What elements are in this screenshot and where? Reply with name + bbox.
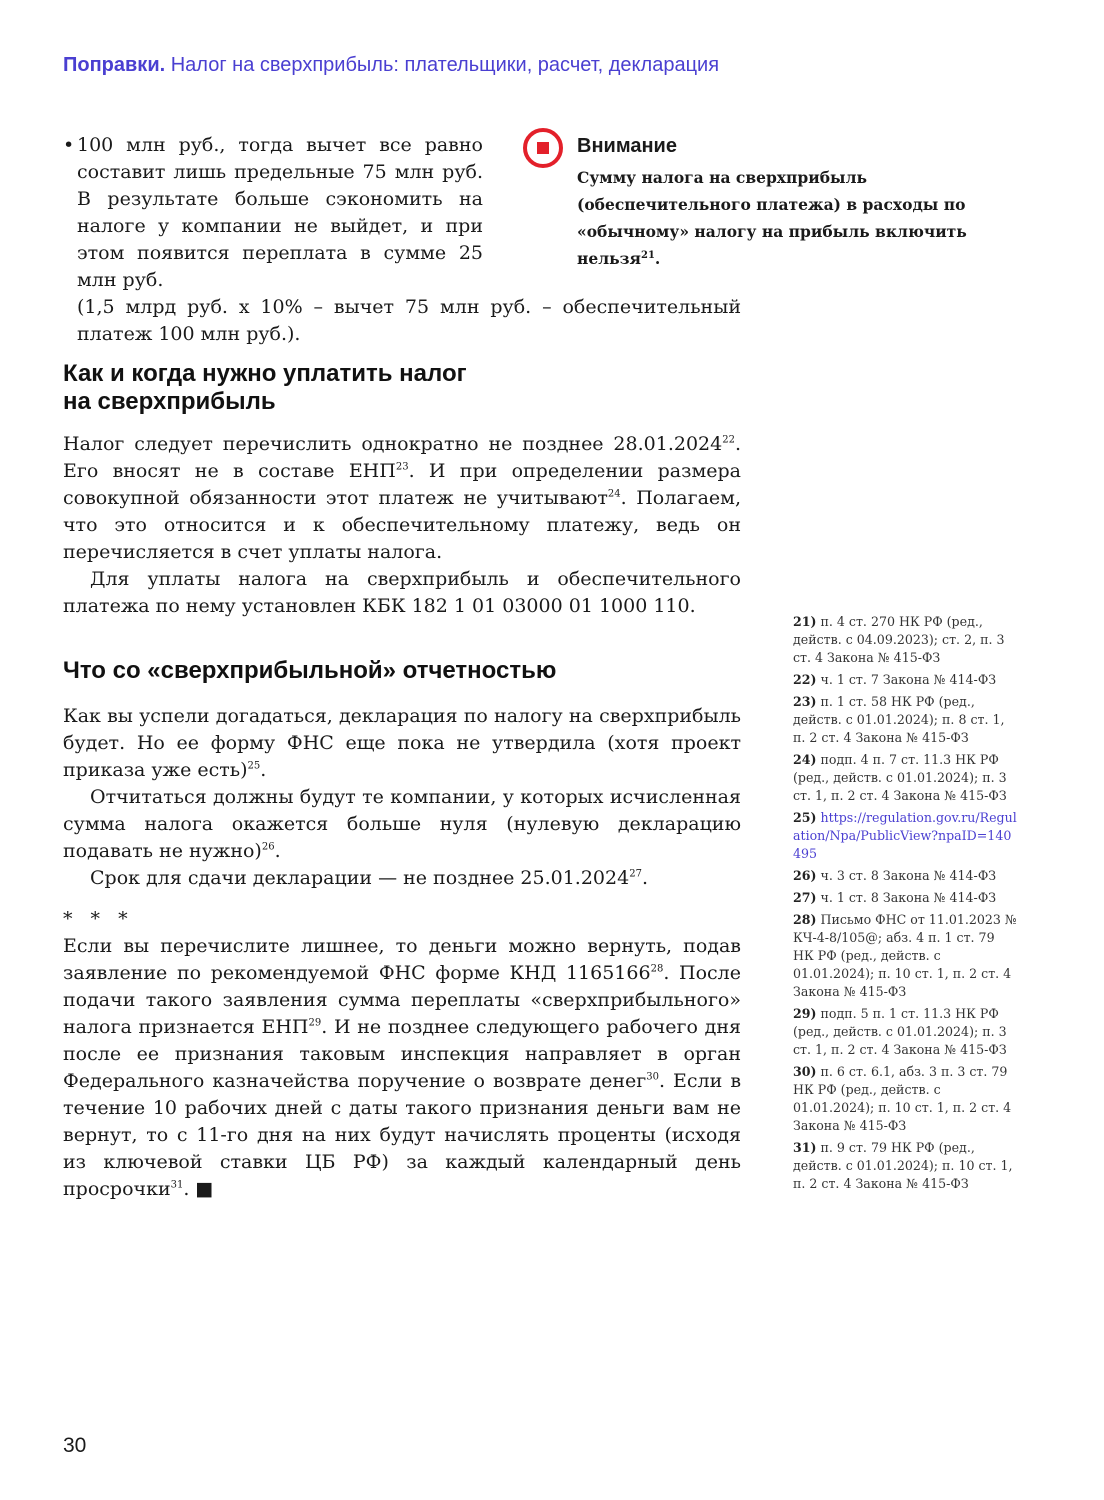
- footnote-29: 29) подп. 5 п. 1 ст. 11.3 НК РФ (ред., действ. с 01.01.2024); п. 3 ст. 1, п. 2 ст. 4 Закона № 415-ФЗ: [793, 1006, 1007, 1057]
- footnote-ref[interactable]: 31: [170, 1179, 184, 1191]
- attention-text: Сумму налога на сверхприбыль (обеспечительного платежа) в расходы по «обычному» налогу на прибыль включить нельзя$^{21}$.: [577, 168, 967, 268]
- section-divider: * * *: [63, 908, 134, 930]
- section-heading-reporting: Что со «сверхприбыльной» отчетностью: [63, 657, 557, 684]
- footnote-27: 27) ч. 1 ст. 8 Закона № 414-ФЗ: [793, 890, 997, 905]
- paragraph: Отчитаться должны будут те компании, у которых исчисленная сумма налога окажется больше нуля (нулевую декларацию подавать не нужно)$^{26}$.: [63, 786, 741, 862]
- regulation-link[interactable]: https://regulation.gov.ru/Regulation/Npa/PublicView?npaID=140495: [793, 810, 1017, 861]
- section-heading-payment: Как и когда нужно уплатить налог на сверхприбыль: [63, 360, 467, 415]
- page-number: 30: [63, 1434, 87, 1457]
- footnote-ref[interactable]: 23: [395, 461, 409, 473]
- footnote-ref[interactable]: 27: [629, 868, 642, 880]
- bullet-text-rest: (1,5 млрд руб. х 10% – вычет 75 млн руб. – обеспечительный платеж 100 млн руб.).: [77, 296, 741, 345]
- paragraph: Для уплаты налога на сверхприбыль и обеспечительного платежа по нему установлен КБК 182 1 01 03000 01 1000 110.: [63, 568, 741, 617]
- footnote-25: 25) https://regulation.gov.ru/Regulation/Npa/PublicView?npaID=140495: [793, 810, 1017, 861]
- section-reporting-body: [63, 703, 741, 1203]
- paragraph: Срок для сдачи декларации — не позднее 25.01.2024$^{27}$.: [90, 867, 648, 889]
- footnote-ref[interactable]: 28: [650, 963, 664, 975]
- attention-title: Внимание: [577, 135, 677, 157]
- footnote-21: 21) п. 4 ст. 270 НК РФ (ред., действ. с 04.09.2023); ст. 2, п. 3 ст. 4 Закона № 415-ФЗ: [793, 614, 1005, 665]
- running-header: [63, 54, 719, 77]
- footnote-ref[interactable]: 30: [646, 1071, 659, 1083]
- footnote-28: 28) Письмо ФНС от 11.01.2023 № КЧ-4-8/105@; абз. 4 п. 1 ст. 79 НК РФ (ред., действ. с 01.01.2024); п. 10 ст. 1, п. 2 ст. 4 Закона № 415-ФЗ: [793, 912, 1017, 999]
- footnote-22: 22) ч. 1 ст. 7 Закона № 414-ФЗ: [793, 672, 997, 687]
- paragraph: Как вы успели догадаться, декларация по налогу на сверхприбыль будет. Но ее форму ФНС еще пока не утвердила (хотя проект приказа уже есть)$^{25}$.: [63, 705, 741, 781]
- bullet-marker: •: [63, 134, 75, 156]
- footnote-24: 24) подп. 4 п. 7 ст. 11.3 НК РФ (ред., действ. с 01.01.2024); п. 3 ст. 1, п. 2 ст. 4 Закона № 415-ФЗ: [793, 752, 1007, 803]
- section-payment-body: [63, 431, 741, 620]
- footnote-ref[interactable]: 24: [607, 488, 621, 500]
- footnote-ref[interactable]: 29: [308, 1017, 322, 1029]
- footnote-26: 26) ч. 3 ст. 8 Закона № 414-ФЗ: [793, 868, 997, 883]
- footnote-31: 31) п. 9 ст. 79 НК РФ (ред., действ. с 01.01.2024); п. 10 ст. 1, п. 2 ст. 4 Закона № 415-ФЗ: [793, 1140, 1013, 1191]
- footnote-ref[interactable]: 26: [261, 841, 275, 853]
- footnote-30: 30) п. 6 ст. 6.1, абз. 3 п. 3 ст. 79 НК РФ (ред., действ. с 01.01.2024); п. 10 ст. 1, п. 2 ст. 4 Закона № 415-ФЗ: [793, 1064, 1012, 1133]
- bullet-text-first: 100 млн руб., тогда вычет все равно составит лишь предельные 75 млн руб. В результате больше сэкономить на налоге у компании не выйдет, и при этом появится переплата в сумме 25 млн руб.: [77, 134, 483, 291]
- footnote-ref[interactable]: 22: [722, 434, 735, 446]
- footnotes-column: [793, 613, 1018, 1197]
- footnote-23: 23) п. 1 ст. 58 НК РФ (ред., действ. с 01.01.2024); п. 8 ст. 1, п. 2 ст. 4 Закона № 415-ФЗ: [793, 694, 1005, 745]
- header-title: Налог на сверхприбыль: плательщики, расчет, декларация: [170, 54, 720, 76]
- stop-icon: [523, 128, 563, 168]
- footnote-ref[interactable]: 21: [641, 249, 655, 261]
- paragraph: Налог следует перечислить однократно не позднее 28.01.2024$^{22}$. Его вносят не в составе ЕНП$^{23}$. И при определении размера совокупной обязанности этот платеж не учитывают$^{24}$. Полагаем, что это относится и к обеспечительному платежу, ведь он перечисляется в счет уплаты налога.: [63, 433, 741, 563]
- footnote-ref[interactable]: 25: [247, 760, 261, 772]
- paragraph: Если вы перечислите лишнее, то деньги можно вернуть, подав заявление по рекомендуемой ФНС форме КНД 1165166$^{28}$. После подачи такого заявления сумма переплаты «сверхприбыльного» налога признается ЕНП$^{29}$. И не позднее следующего рабочего дня после ее признания таковым инспекция направляет в орган Федерального казначейства поручение о возврате денег$^{30}$. Если в течение 10 рабочих дней с даты такого признания деньги вам не вернут, то с 11-го дня на них будут начислять проценты (исходя из ключевой ставки ЦБ РФ) за каждый календарный день просрочки$^{31}$. ■: [63, 935, 742, 1200]
- header-section-label: Поправки.: [63, 54, 166, 76]
